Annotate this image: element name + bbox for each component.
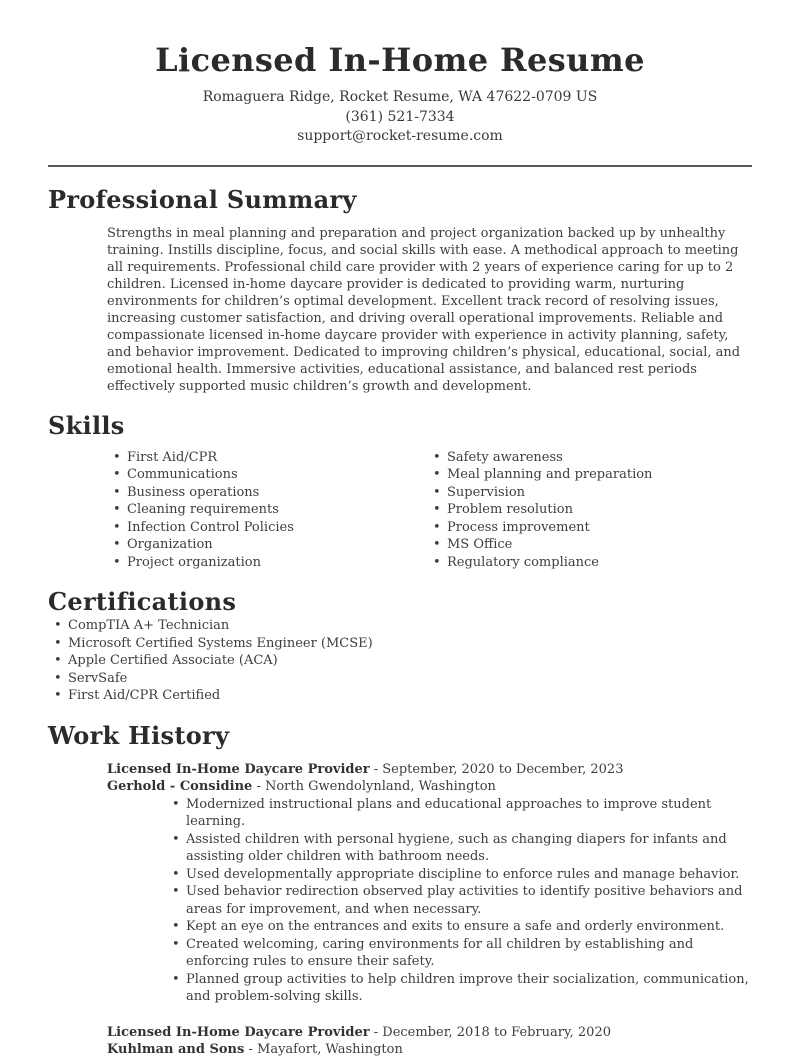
job-company: Gerhold - Considine	[107, 779, 253, 794]
job-company: Kuhlman and Sons	[107, 1042, 245, 1057]
job-location: North Gwendolynland, Washington	[264, 779, 496, 794]
skill-item: • First Aid/CPR	[107, 449, 427, 467]
job-entry	[107, 761, 752, 1006]
skill-item: • Safety awareness	[427, 449, 652, 467]
skill-item: • Cleaning requirements	[107, 501, 427, 519]
certification-item: • Apple Certified Associate (ACA)	[48, 652, 752, 670]
job-entry	[107, 1024, 752, 1059]
job-location: Mayafort, Washington	[257, 1042, 403, 1057]
section-heading-professional-summary: Professional Summary	[48, 184, 357, 214]
job-separator: -	[244, 1042, 258, 1057]
section-heading-skills: Skills	[48, 410, 125, 440]
skill-item: • MS Office	[427, 536, 652, 554]
job-separator: -	[369, 761, 383, 777]
job-separator: -	[369, 1024, 383, 1040]
skill-item: • Meal planning and preparation	[427, 466, 652, 484]
contact-email: support@rocket-resume.com	[297, 128, 503, 144]
skill-item: • Communications	[107, 466, 427, 484]
section-heading-certifications: Certifications	[48, 587, 237, 616]
skills-column-right	[427, 449, 652, 572]
job-bullet: • Used behavior redirection observed play activities to identify positive behaviors and areas for improvement, and when necessary.	[166, 883, 752, 918]
job-dates: December, 2018 to February, 2020	[382, 1024, 611, 1040]
job-bullet: • Created welcoming, caring environments for all children by establishing and enforcing rules to ensure their safety.	[166, 936, 752, 971]
job-bullet: • Modernized instructional plans and educational approaches to improve student learning.	[166, 796, 752, 831]
skill-item: • Supervision	[427, 484, 652, 502]
job-bullet: • Kept an eye on the entrances and exits to ensure a safe and orderly environment.	[166, 918, 752, 936]
skill-item: • Infection Control Policies	[107, 519, 427, 537]
job-dates: September, 2020 to December, 2023	[382, 761, 624, 777]
skill-item: • Organization	[107, 536, 427, 554]
job-title-line	[107, 761, 752, 779]
certifications-list	[48, 617, 752, 705]
certification-item: • CompTIA A+ Technician	[48, 617, 752, 635]
certification-item: • First Aid/CPR Certified	[48, 687, 752, 705]
job-title: Licensed In-Home Daycare Provider	[107, 1024, 370, 1040]
skill-item: • Problem resolution	[427, 501, 652, 519]
summary-text: Strengths in meal planning and preparation and project organization backed up by unhealthy training. Instills discipline, focus, and social skills with ease. A methodical approach to meeting all requirements. Professional child care provider with 2 years of experience caring for up to 2 children. Licensed in-home daycare provider is dedicated to providing warm, nurturing environments for children’s optimal development. Excellent track record of resolving issues, increasing customer satisfaction, and driving overall operational improvements. Reliable and compassionate licensed in-home daycare provider with experience in activity planning, safety, and behavior improvement. Dedicated to improving children’s physical, educational, social, and emotional health. Immersive activities, educational assistance, and balanced rest periods effectively supported music children’s growth and development.	[107, 225, 741, 394]
skill-item: • Process improvement	[427, 519, 652, 537]
job-company-line	[107, 1041, 752, 1059]
contact-phone: (361) 521-7334	[345, 108, 455, 125]
job-title-line	[107, 1024, 752, 1042]
resume-title: Licensed In-Home Resume	[155, 41, 645, 79]
job-bullet: • Assisted children with personal hygiene, such as changing diapers for infants and assisting older children with bathroom needs.	[166, 831, 752, 866]
skill-item: • Project organization	[107, 554, 427, 572]
skill-item: • Business operations	[107, 484, 427, 502]
header-divider	[48, 165, 752, 167]
certification-item: • ServSafe	[48, 670, 752, 688]
job-bullet-list	[107, 796, 752, 1006]
contact-block	[48, 88, 752, 147]
skill-item: • Regulatory compliance	[427, 554, 652, 572]
job-separator: -	[252, 779, 265, 794]
contact-address: Romaguera Ridge, Rocket Resume, WA 47622-0709 US	[202, 89, 598, 105]
skills-columns	[107, 449, 752, 572]
section-heading-work-history: Work History	[48, 720, 230, 750]
job-company-line	[107, 778, 752, 796]
job-bullet: • Planned group activities to help children improve their socialization, communication, and problem-solving skills.	[166, 971, 752, 1006]
job-title: Licensed In-Home Daycare Provider	[107, 761, 370, 777]
skills-column-left	[107, 449, 427, 572]
certification-item: • Microsoft Certified Systems Engineer (MCSE)	[48, 635, 752, 653]
job-bullet: • Used developmentally appropriate discipline to enforce rules and manage behavior.	[166, 866, 752, 884]
